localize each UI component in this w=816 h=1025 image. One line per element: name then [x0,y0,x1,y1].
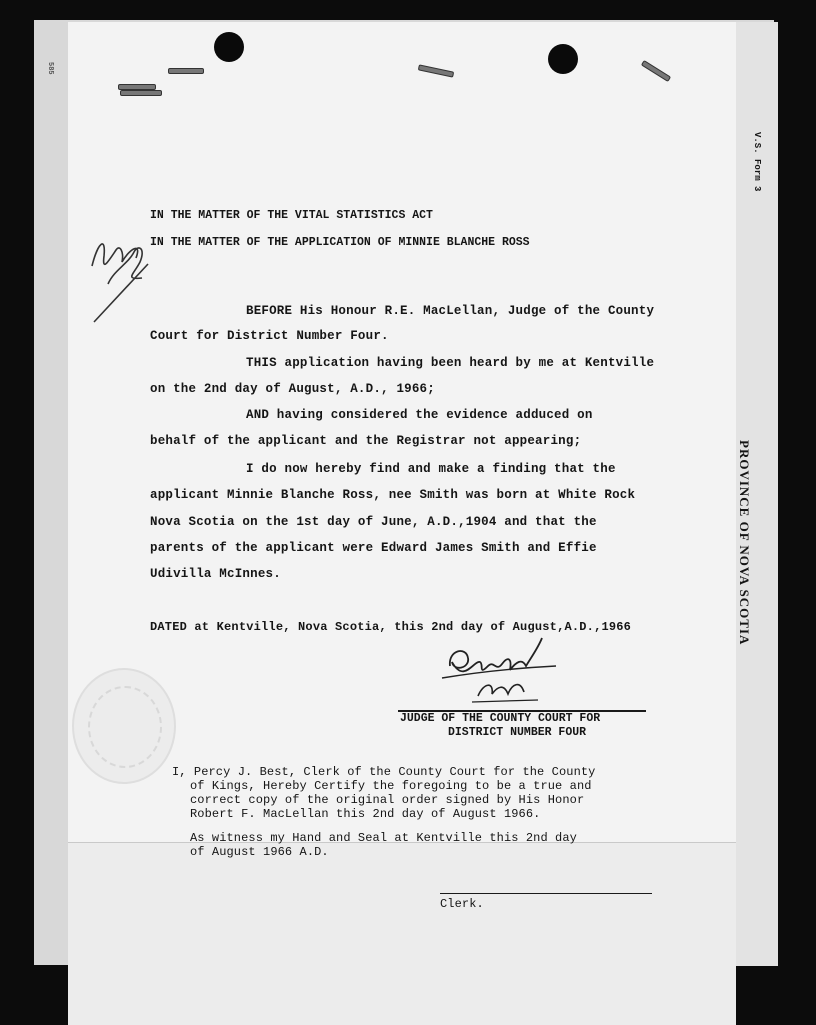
body-line: behalf of the applicant and the Registrar not appearing; [150,434,582,448]
handwritten-initials-mark [84,222,160,326]
body-line: Nova Scotia on the 1st day of June, A.D.,1904 and that the [150,515,597,529]
staple-mark [120,90,162,96]
document-page-fold [68,842,736,1025]
witness-line: As witness my Hand and Seal at Kentville this 2nd day [190,831,577,845]
body-line: on the 2nd day of August, A.D., 1966; [150,382,435,396]
body-line: BEFORE His Honour R.E. MacLellan, Judge of the County [246,304,655,318]
dated-line: DATED at Kentville, Nova Scotia, this 2nd day of August,A.D.,1966 [150,620,632,634]
clerk-label: Clerk. [440,897,484,911]
body-line: applicant Minnie Blanche Ross, nee Smith was born at White Rock [150,488,636,502]
heading-line-1: IN THE MATTER OF THE VITAL STATISTICS ACT [150,209,433,222]
certificate-line: I, Percy J. Best, Clerk of the County Court for the County [172,765,596,779]
body-line: Court for District Number Four. [150,329,389,343]
witness-line: of August 1966 A.D. [190,845,329,859]
judge-title-line-1: JUDGE OF THE COUNTY COURT FOR [400,712,601,725]
clerk-signature-line [440,893,652,894]
judge-signature [438,632,564,706]
edge-number: 585 [46,62,54,75]
punch-hole-right [548,44,578,74]
certificate-line: correct copy of the original order signed by His Honor [190,793,585,807]
body-line: parents of the applicant were Edward James Smith and Effie [150,541,597,555]
body-line: THIS application having been heard by me at Kentville [246,356,655,370]
certificate-line: Robert F. MacLellan this 2nd day of August 1966. [190,807,541,821]
form-number-label: V.S. Form 3 [752,132,762,192]
punch-hole-left [214,32,244,62]
judge-title-line-2: DISTRICT NUMBER FOUR [448,726,587,739]
certificate-line: of Kings, Hereby Certify the foregoing to be a true and [190,779,592,793]
province-label: PROVINCE OF NOVA SCOTIA [737,440,752,646]
body-line: AND having considered the evidence adduced on [246,408,593,422]
staple-mark [168,68,204,74]
body-line: Udivilla McInnes. [150,567,281,581]
embossed-seal [72,668,176,784]
body-line: I do now hereby find and make a finding that the [246,462,616,476]
heading-line-2: IN THE MATTER OF THE APPLICATION OF MINNIE BLANCHE ROSS [150,236,530,249]
